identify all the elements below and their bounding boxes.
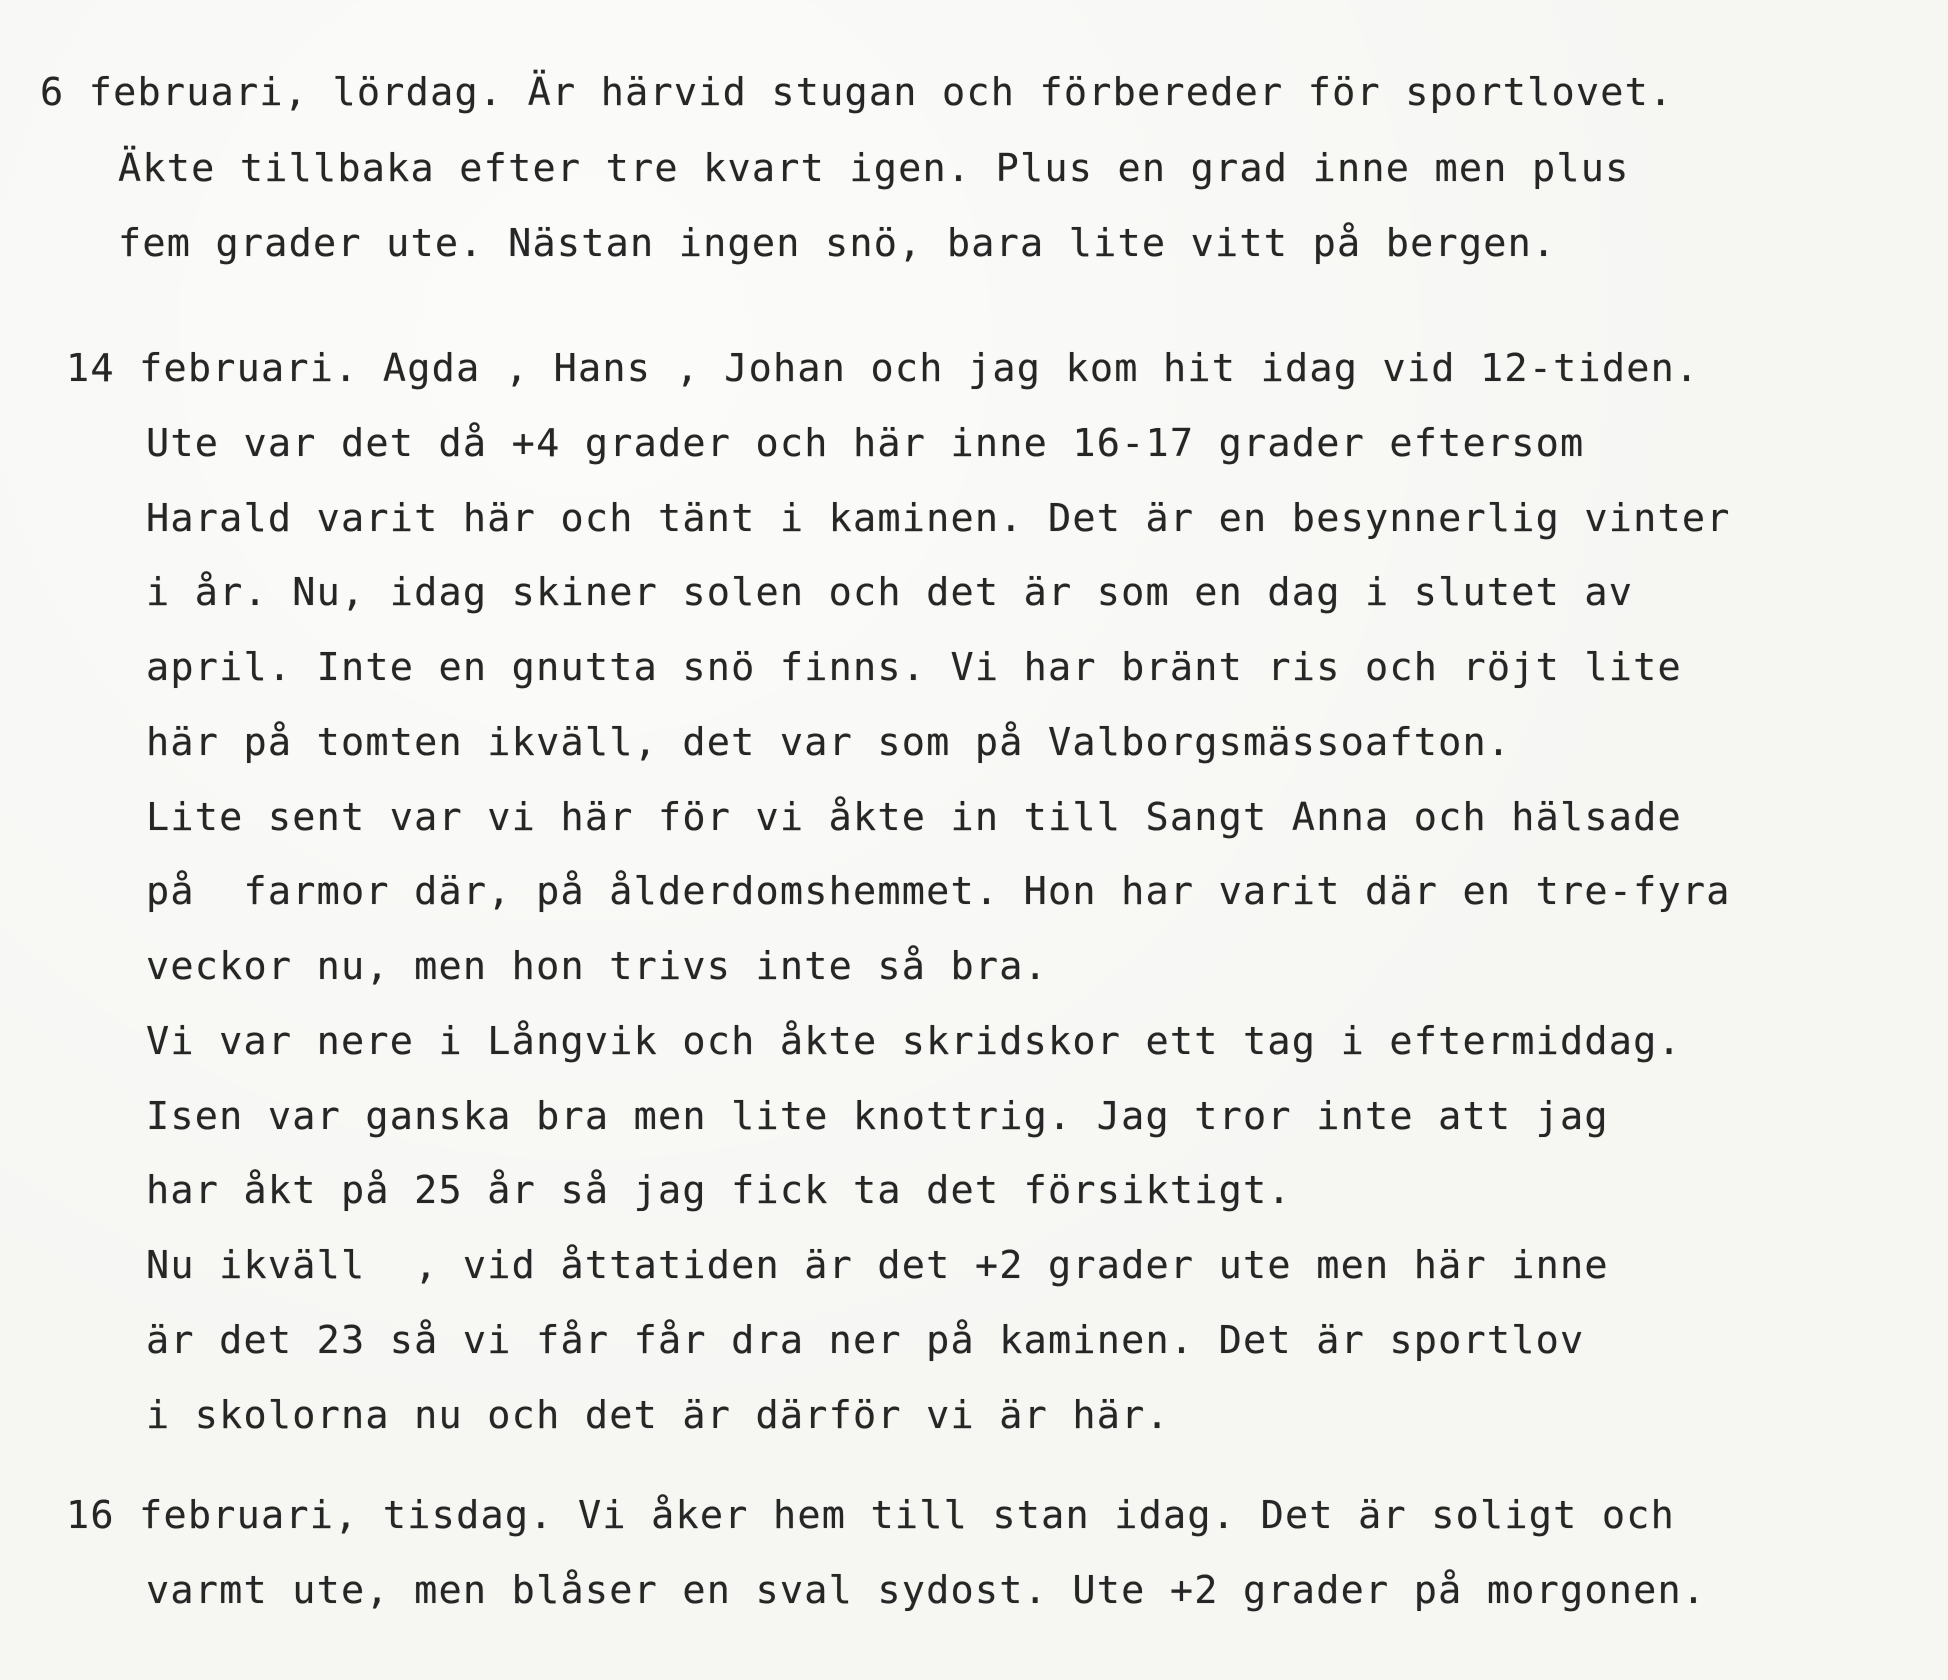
entry-2-line-13: Nu ikväll , vid åttatiden är det +2 grader ute men här inne: [146, 1243, 1609, 1288]
entry-2-line-6: här på tomten ikväll, det var som på Valborgsmässoafton.: [146, 720, 1512, 765]
entry-2-line-11: Isen var ganska bra men lite knottrig. Jag tror inte att jag: [146, 1094, 1609, 1139]
entry-2-line-2: Ute var det då +4 grader och här inne 16-17 grader eftersom: [146, 421, 1585, 466]
entry-2-line-5: april. Inte en gnutta snö finns. Vi har bränt ris och röjt lite: [146, 645, 1682, 690]
entry-2-line-15: i skolorna nu och det är därför vi är här.: [146, 1393, 1170, 1438]
entry-2-line-3: Harald varit här och tänt i kaminen. Det är en besynnerlig vinter: [146, 496, 1731, 541]
entry-1-line-2: Äkte tillbaka efter tre kvart igen. Plus en grad inne men plus: [118, 146, 1630, 191]
entry-2-line-10: Vi var nere i Långvik och åkte skridskor ett tag i eftermiddag.: [146, 1019, 1682, 1064]
entry-3-line-2: varmt ute, men blåser en sval sydost. Ute +2 grader på morgonen.: [146, 1568, 1707, 1613]
entry-2-line-1: 14 februari. Agda , Hans , Johan och jag kom hit idag vid 12-tiden.: [66, 346, 1700, 391]
entry-1-line-3: fem grader ute. Nästan ingen snö, bara lite vitt på bergen.: [118, 221, 1557, 266]
entry-2-line-8: på farmor där, på ålderdomshemmet. Hon har varit där en tre-fyra: [146, 869, 1731, 914]
entry-2-line-4: i år. Nu, idag skiner solen och det är som en dag i slutet av: [146, 570, 1634, 615]
entry-2-line-12: har åkt på 25 år så jag fick ta det försiktigt.: [146, 1168, 1292, 1213]
entry-2-line-9: veckor nu, men hon trivs inte så bra.: [146, 944, 1049, 989]
entry-1-line-1: 6 februari, lördag. Är härvid stugan och förbereder för sportlovet.: [40, 70, 1674, 115]
entry-2-line-7: Lite sent var vi här för vi åkte in till Sangt Anna och hälsade: [146, 795, 1682, 840]
entry-3-line-1: 16 februari, tisdag. Vi åker hem till stan idag. Det är soligt och: [66, 1493, 1676, 1538]
entry-2-line-14: är det 23 så vi får får dra ner på kaminen. Det är sportlov: [146, 1318, 1585, 1363]
